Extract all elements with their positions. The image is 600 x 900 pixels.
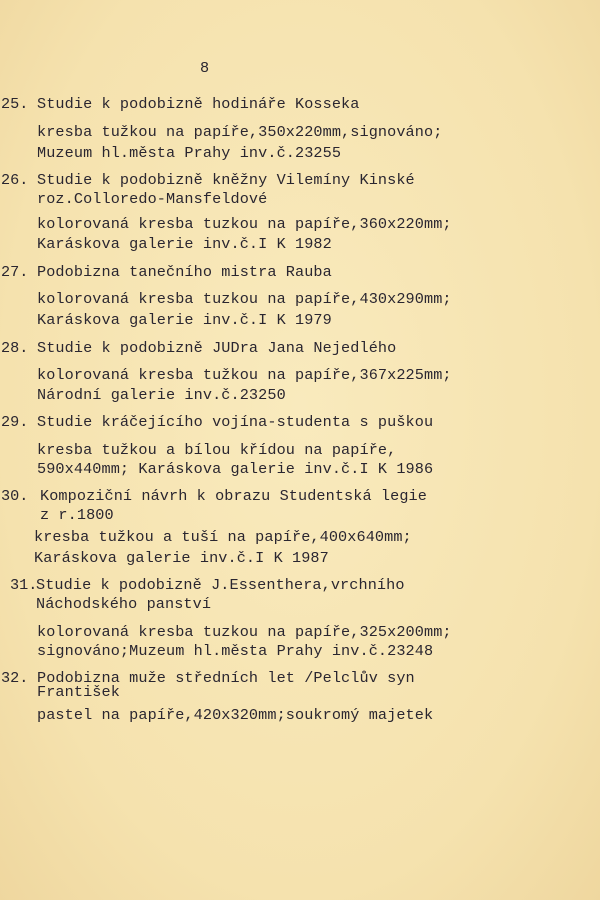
item-number: 31. <box>10 576 38 594</box>
item-title: roz.Colloredo-Mansfeldové <box>37 190 268 208</box>
item-title: Studie k podobizně JUDra Jana Nejedlého <box>37 339 397 357</box>
item-detail: kolorovaná kresba tuzkou na papíře,360x220mm; <box>37 215 452 233</box>
item-number: 27. <box>1 263 29 281</box>
item-title: Kompoziční návrh k obrazu Studentská legie <box>40 487 427 505</box>
item-detail: Muzeum hl.města Prahy inv.č.23255 <box>37 144 342 162</box>
item-detail: signováno;Muzeum hl.města Prahy inv.č.23248 <box>37 642 434 660</box>
item-title: František <box>37 683 120 701</box>
item-detail: Karáskova galerie inv.č.I K 1987 <box>34 549 329 567</box>
item-number: 32. <box>1 669 29 687</box>
item-title: Studie k podobizně hodináře Kosseka <box>37 95 360 113</box>
item-title: Studie k podobizně J.Essenthera,vrchního <box>36 576 405 594</box>
item-detail: kolorovaná kresba tuzkou na papíře,430x290mm; <box>37 290 452 308</box>
item-number: 26. <box>1 171 29 189</box>
item-detail: Karáskova galerie inv.č.I K 1982 <box>37 235 332 253</box>
item-detail: kolorovaná kresba tuzkou na papíře,325x200mm; <box>37 623 452 641</box>
page-number: 8 <box>200 59 210 77</box>
item-title: Studie k podobizně kněžny Vilemíny Kinské <box>37 171 415 189</box>
item-detail: pastel na papíře,420x320mm;soukromý majetek <box>37 706 434 724</box>
item-detail: kresba tužkou a tuší na papíře,400x640mm; <box>34 528 412 546</box>
item-detail: Karáskova galerie inv.č.I K 1979 <box>37 311 332 329</box>
item-title: Podobizna tanečního mistra Rauba <box>37 263 332 281</box>
item-title: Náchodského panství <box>36 595 212 613</box>
item-number: 30. <box>1 487 29 505</box>
item-number: 29. <box>1 413 29 431</box>
item-number: 28. <box>1 339 29 357</box>
item-title: Podobizna muže středních let /Pelclův syn <box>37 669 415 687</box>
item-detail: kresba tužkou na papíře,350x220mm,signováno; <box>37 123 443 141</box>
item-detail: kresba tužkou a bílou křídou na papíře, <box>37 441 397 459</box>
item-title: z r.1800 <box>40 506 114 524</box>
item-detail: Národní galerie inv.č.23250 <box>37 386 286 404</box>
item-number: 25. <box>1 95 29 113</box>
item-detail: kolorovaná kresba tužkou na papíře,367x225mm; <box>37 366 452 384</box>
item-title: Studie kráčejícího vojína-studenta s puškou <box>37 413 434 431</box>
item-detail: 590x440mm; Karáskova galerie inv.č.I K 1986 <box>37 460 434 478</box>
